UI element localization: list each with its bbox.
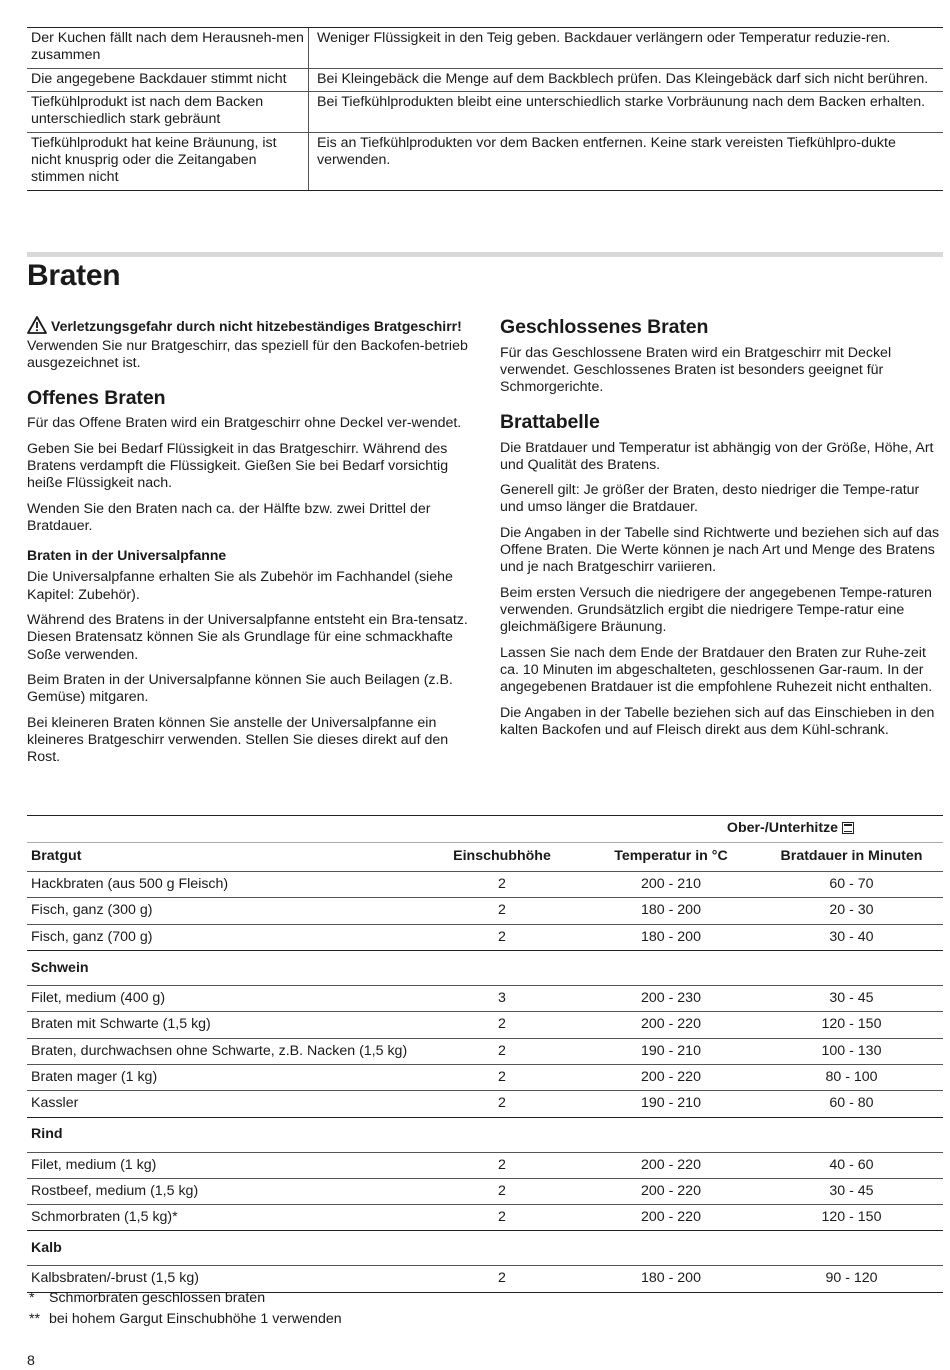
temp-cell: 200 - 230 — [641, 989, 701, 1006]
group-row — [27, 1230, 943, 1265]
table-row — [27, 1152, 943, 1178]
table-row — [27, 924, 943, 950]
footnote-text: bei hohem Gargut Einschubhöhe 1 verwenden — [49, 1311, 342, 1328]
table-mode-header — [27, 816, 943, 842]
level-cell: 2 — [498, 876, 506, 892]
paragraph: Die Universalpfanne erhalten Sie als Zubehör im Fachhandel (siehe Kapitel: Zubehör). — [27, 569, 453, 603]
section-title: Braten — [27, 259, 121, 292]
item-cell: Rostbeef, medium (1,5 kg) — [31, 1182, 199, 1199]
temp-cell: 180 - 200 — [641, 928, 701, 945]
paragraph: Geben Sie bei Bedarf Flüssigkeit in das Bratgeschirr. Während des Bratens verdampft die Flüssigkeit. Gießen Sie bei Bedarf vorsichtig heiße Flüssigkeit nach. — [27, 440, 449, 492]
time-cell: 20 - 30 — [829, 902, 874, 919]
table-row — [27, 1204, 943, 1230]
group-label: Kalb — [31, 1240, 62, 1257]
table-row — [27, 132, 943, 190]
level-cell: 2 — [498, 902, 506, 919]
level-cell: 2 — [498, 1156, 506, 1173]
solution-cell: Bei Tiefkühlprodukten bleibt eine unterschiedlich starke Vorbräunung nach dem Backen erhalten. — [317, 93, 926, 110]
group-label: Schwein — [31, 959, 89, 976]
solution-cell: Eis an Tiefkühlprodukten vor dem Backen entfernen. Keine stark vereisten Tiefkühlpro-dukte verwenden. — [317, 134, 896, 168]
level-cell: 3 — [498, 989, 506, 1006]
time-cell: 100 - 130 — [821, 1042, 882, 1059]
temp-cell: 180 - 200 — [641, 1270, 701, 1287]
temp-cell: 200 - 220 — [641, 1182, 701, 1199]
time-cell: 80 - 100 — [825, 1068, 878, 1085]
temp-cell: 190 - 210 — [641, 1042, 701, 1059]
roasting-table — [27, 815, 943, 1293]
item-cell: Fisch, ganz (700 g) — [31, 928, 153, 945]
time-cell: 40 - 60 — [829, 1156, 874, 1173]
item-cell: Filet, medium (400 g) — [31, 989, 166, 1006]
temp-cell: 200 - 220 — [641, 1156, 701, 1173]
level-cell: 2 — [498, 1042, 506, 1059]
item-cell: Schmorbraten (1,5 kg)* — [31, 1209, 178, 1226]
table-row — [27, 897, 943, 923]
level-cell: 2 — [498, 1016, 506, 1033]
paragraph: Bei kleineren Braten können Sie anstelle der Universalpfanne ein kleineres Bratgeschirr verwenden. Stellen Sie dieses direkt auf den Rost. — [27, 714, 449, 766]
paragraph: Beim Braten in der Universalpfanne können Sie auch Beilagen (z.B. Gemüse) mitgaren. — [27, 672, 453, 706]
paragraph: Wenden Sie den Braten nach ca. der Hälfte bzw. zwei Drittel der Bratdauer. — [27, 500, 431, 535]
group-row — [27, 1117, 943, 1152]
level-cell: 2 — [498, 1068, 506, 1085]
item-cell: Fisch, ganz (300 g) — [31, 902, 153, 919]
paragraph: Generell gilt: Je größer der Braten, desto niedriger die Tempe-ratur und umso länger die Bratdauer. — [500, 482, 920, 516]
temp-cell: 180 - 200 — [641, 902, 701, 919]
paragraph: Für das Offene Braten wird ein Bratgeschirr ohne Deckel ver-wendet. — [27, 415, 462, 432]
heading-universalpfanne: Braten in der Universalpfanne — [27, 547, 227, 564]
time-cell: 60 - 70 — [829, 876, 874, 892]
time-cell: 60 - 80 — [829, 1095, 874, 1112]
time-cell: 30 - 40 — [829, 928, 874, 945]
footnotes — [27, 1290, 943, 1333]
heading-offenes-braten: Offenes Braten — [27, 386, 166, 409]
group-label: Rind — [31, 1126, 63, 1143]
item-cell: Braten mit Schwarte (1,5 kg) — [31, 1016, 211, 1033]
item-cell: Braten mager (1 kg) — [31, 1068, 158, 1085]
time-cell: 90 - 120 — [825, 1270, 878, 1287]
level-cell: 2 — [498, 1209, 506, 1226]
temp-cell: 200 - 210 — [641, 876, 701, 892]
table-row — [27, 28, 943, 68]
header-temp: Temperatur in °C — [614, 848, 728, 865]
heating-mode — [638, 820, 943, 837]
footnote-text: Schmorbraten geschlossen braten — [49, 1290, 266, 1306]
paragraph: Die Bratdauer und Temperatur ist abhängig von der Größe, Höhe, Art und Qualität des Bratens. — [500, 439, 934, 473]
table-row — [27, 871, 943, 897]
warning-title-text: Verletzungsgefahr durch nicht hitzebeständiges Bratgeschirr! — [51, 318, 462, 334]
heating-mode-label: Ober-/Unterhitze — [726, 820, 839, 837]
time-cell: 120 - 150 — [821, 1209, 882, 1226]
table-header-row — [27, 842, 943, 871]
paragraph: Lassen Sie nach dem Ende der Bratdauer den Braten zur Ruhe-zeit ca. 10 Minuten im abgeschalteten, geschlossenen Gar-raum. In der angegebenen Bratdauer ist die empfohlene Ruhezeit nicht enthalten. — [500, 644, 933, 696]
item-cell: Hackbraten (aus 500 g Fleisch) — [31, 876, 229, 892]
time-cell: 120 - 150 — [821, 1016, 882, 1033]
temp-cell: 200 - 220 — [641, 1068, 701, 1085]
table-row — [27, 1064, 943, 1090]
right-column — [500, 316, 945, 747]
table-row — [27, 1178, 943, 1204]
temp-cell: 190 - 210 — [641, 1095, 701, 1112]
level-cell: 2 — [498, 1095, 506, 1112]
problem-cell: Die angegebene Backdauer stimmt nicht — [27, 69, 309, 91]
footnote — [27, 1290, 943, 1307]
warning-title — [27, 316, 472, 338]
left-column — [27, 316, 472, 775]
troubleshooting-table — [27, 27, 943, 191]
paragraph: Während des Bratens in der Universalpfanne entsteht ein Bra-tensatz. Diesen Bratensatz können Sie als Grundlage für eine schmackhafte Soße verwenden. — [27, 612, 468, 663]
temp-cell: 200 - 220 — [641, 1016, 701, 1033]
level-cell: 2 — [498, 1270, 506, 1287]
footnote — [27, 1311, 943, 1328]
paragraph: Für das Geschlossene Braten wird ein Bratgeschirr mit Deckel verwendet. Geschlossenes Braten ist besonders geeignet für Schmorgerichte. — [500, 344, 892, 396]
heading-geschlossenes-braten: Geschlossenes Braten — [500, 316, 709, 338]
table-row — [27, 985, 943, 1011]
section-divider — [27, 252, 943, 257]
problem-cell: Der Kuchen fällt nach dem Herausneh-men zusammen — [27, 28, 309, 68]
problem-cell: Tiefkühlprodukt ist nach dem Backen unterschiedlich stark gebräunt — [27, 92, 309, 132]
heading-brattabelle: Brattabelle — [500, 410, 600, 433]
temp-cell: 200 - 220 — [641, 1209, 701, 1226]
warning-triangle-icon — [27, 316, 47, 338]
table-row — [27, 1038, 943, 1064]
item-cell: Kassler — [31, 1095, 79, 1112]
footnote-mark: * — [29, 1290, 35, 1306]
header-level: Einschubhöhe — [453, 848, 551, 865]
level-cell: 2 — [498, 1182, 506, 1199]
level-cell: 2 — [498, 928, 506, 945]
top-bottom-heat-icon — [842, 822, 854, 834]
warning-text: Verwenden Sie nur Bratgeschirr, das speziell für den Backofen-betrieb ausgezeichnet ist. — [27, 338, 468, 372]
item-cell: Filet, medium (1 kg) — [31, 1156, 157, 1173]
table-row — [27, 91, 943, 132]
solution-cell: Bei Kleingebäck die Menge auf dem Backblech prüfen. Das Kleingebäck darf sich nicht berühren. — [317, 70, 929, 87]
group-row — [27, 950, 943, 985]
header-time: Bratdauer in Minuten — [780, 848, 923, 865]
table-row — [27, 68, 943, 91]
item-cell: Braten, durchwachsen ohne Schwarte, z.B. Nacken (1,5 kg) — [31, 1042, 408, 1059]
paragraph: Beim ersten Versuch die niedrigere der angegebenen Tempe-raturen verwenden. Grundsätzlich ergibt die niedrigere Tempe-ratur eine gleichmäßigere Bräunung. — [500, 584, 932, 636]
table-row — [27, 1090, 943, 1116]
time-cell: 30 - 45 — [829, 1182, 874, 1199]
solution-cell: Weniger Flüssigkeit in den Teig geben. Backdauer verlängern oder Temperatur reduzie-ren. — [317, 30, 891, 46]
page-number: 8 — [27, 1353, 35, 1369]
paragraph: Die Angaben in der Tabelle sind Richtwerte und beziehen sich auf das Offene Braten. Die Werte können je nach Art und Menge des Bratens und je nach Bratgeschirr variieren. — [500, 524, 940, 576]
header-item: Bratgut — [31, 848, 82, 865]
footnote-mark: ** — [29, 1311, 41, 1328]
paragraph: Die Angaben in der Tabelle beziehen sich auf das Einschieben in den kalten Backofen und auf Fleisch direkt aus dem Kühl-schrank. — [500, 704, 935, 738]
item-cell: Kalbsbraten/-brust (1,5 kg) — [31, 1270, 199, 1287]
problem-cell: Tiefkühlprodukt hat keine Bräunung, ist nicht knusprig oder die Zeitangaben stimmen nicht — [27, 133, 309, 190]
table-row — [27, 1011, 943, 1037]
time-cell: 30 - 45 — [829, 989, 874, 1006]
table-row — [27, 1265, 943, 1291]
